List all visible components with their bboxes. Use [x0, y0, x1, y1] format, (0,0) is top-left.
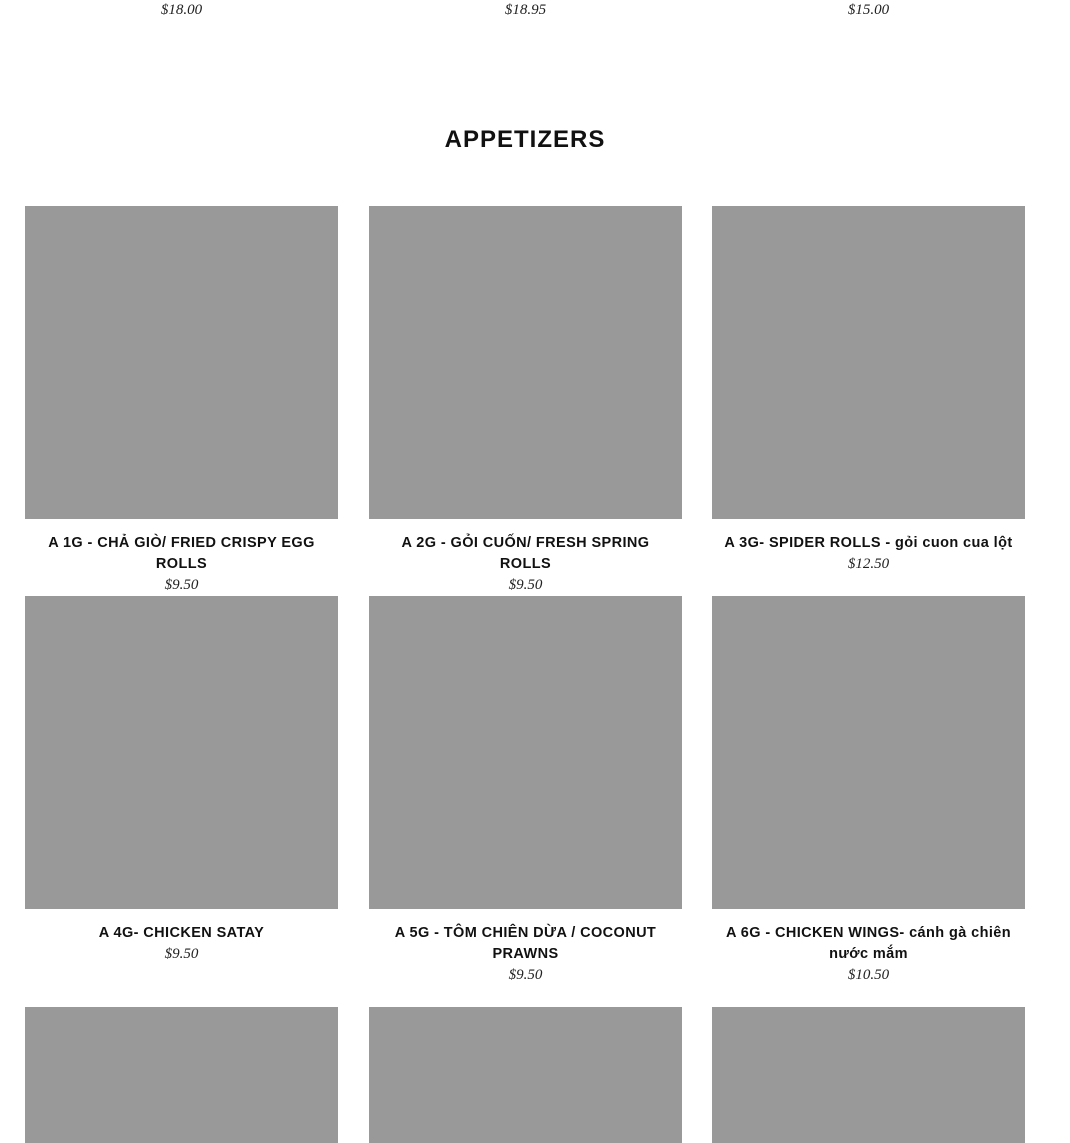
product-card[interactable]	[712, 1007, 1025, 1143]
product-card[interactable]	[25, 1007, 338, 1143]
product-price: $9.50	[508, 967, 543, 983]
product-price: $10.50	[847, 967, 890, 983]
product-image[interactable]	[369, 206, 682, 519]
product-card[interactable]	[369, 206, 682, 596]
product-image[interactable]	[25, 1007, 338, 1143]
previous-section-row	[25, 0, 1025, 30]
product-card[interactable]	[25, 596, 338, 965]
product-title[interactable]: A 3G- SPIDER ROLLS - gỏi cuon cua lột	[724, 535, 1013, 551]
product-price: $15.00	[847, 2, 890, 18]
product-title[interactable]: A 1G - CHẢ GIÒ/ FRIED CRISPY EGG ROLLS	[48, 535, 315, 572]
product-image[interactable]	[369, 596, 682, 909]
previous-product-1[interactable]	[25, 0, 338, 21]
product-price: $9.50	[164, 577, 199, 593]
product-image[interactable]	[712, 596, 1025, 909]
product-image[interactable]	[712, 1007, 1025, 1143]
product-image[interactable]	[369, 1007, 682, 1143]
product-card[interactable]	[712, 596, 1025, 986]
product-image[interactable]	[25, 206, 338, 519]
product-price: $18.00	[160, 2, 203, 18]
previous-product-3[interactable]	[712, 0, 1025, 21]
product-image[interactable]	[712, 206, 1025, 519]
product-card[interactable]	[25, 206, 338, 596]
product-title[interactable]: A 5G - TÔM CHIÊN DỪA / COCONUT PRAWNS	[394, 925, 657, 962]
product-card[interactable]	[369, 596, 682, 986]
product-image[interactable]	[25, 596, 338, 909]
product-card[interactable]	[712, 206, 1025, 575]
product-card[interactable]	[369, 1007, 682, 1143]
product-price: $12.50	[847, 556, 890, 572]
previous-product-2[interactable]	[369, 0, 682, 21]
product-title[interactable]: A 4G- CHICKEN SATAY	[98, 925, 265, 941]
product-price: $9.50	[508, 577, 543, 593]
product-title[interactable]: A 2G - GỎI CUỐN/ FRESH SPRING ROLLS	[401, 535, 650, 572]
product-price: $18.95	[504, 2, 547, 18]
product-price: $9.50	[164, 946, 199, 962]
section-title: APPETIZERS	[444, 126, 606, 153]
product-title[interactable]: A 6G - CHICKEN WINGS- cánh gà chiên nước mắm	[726, 925, 1011, 962]
